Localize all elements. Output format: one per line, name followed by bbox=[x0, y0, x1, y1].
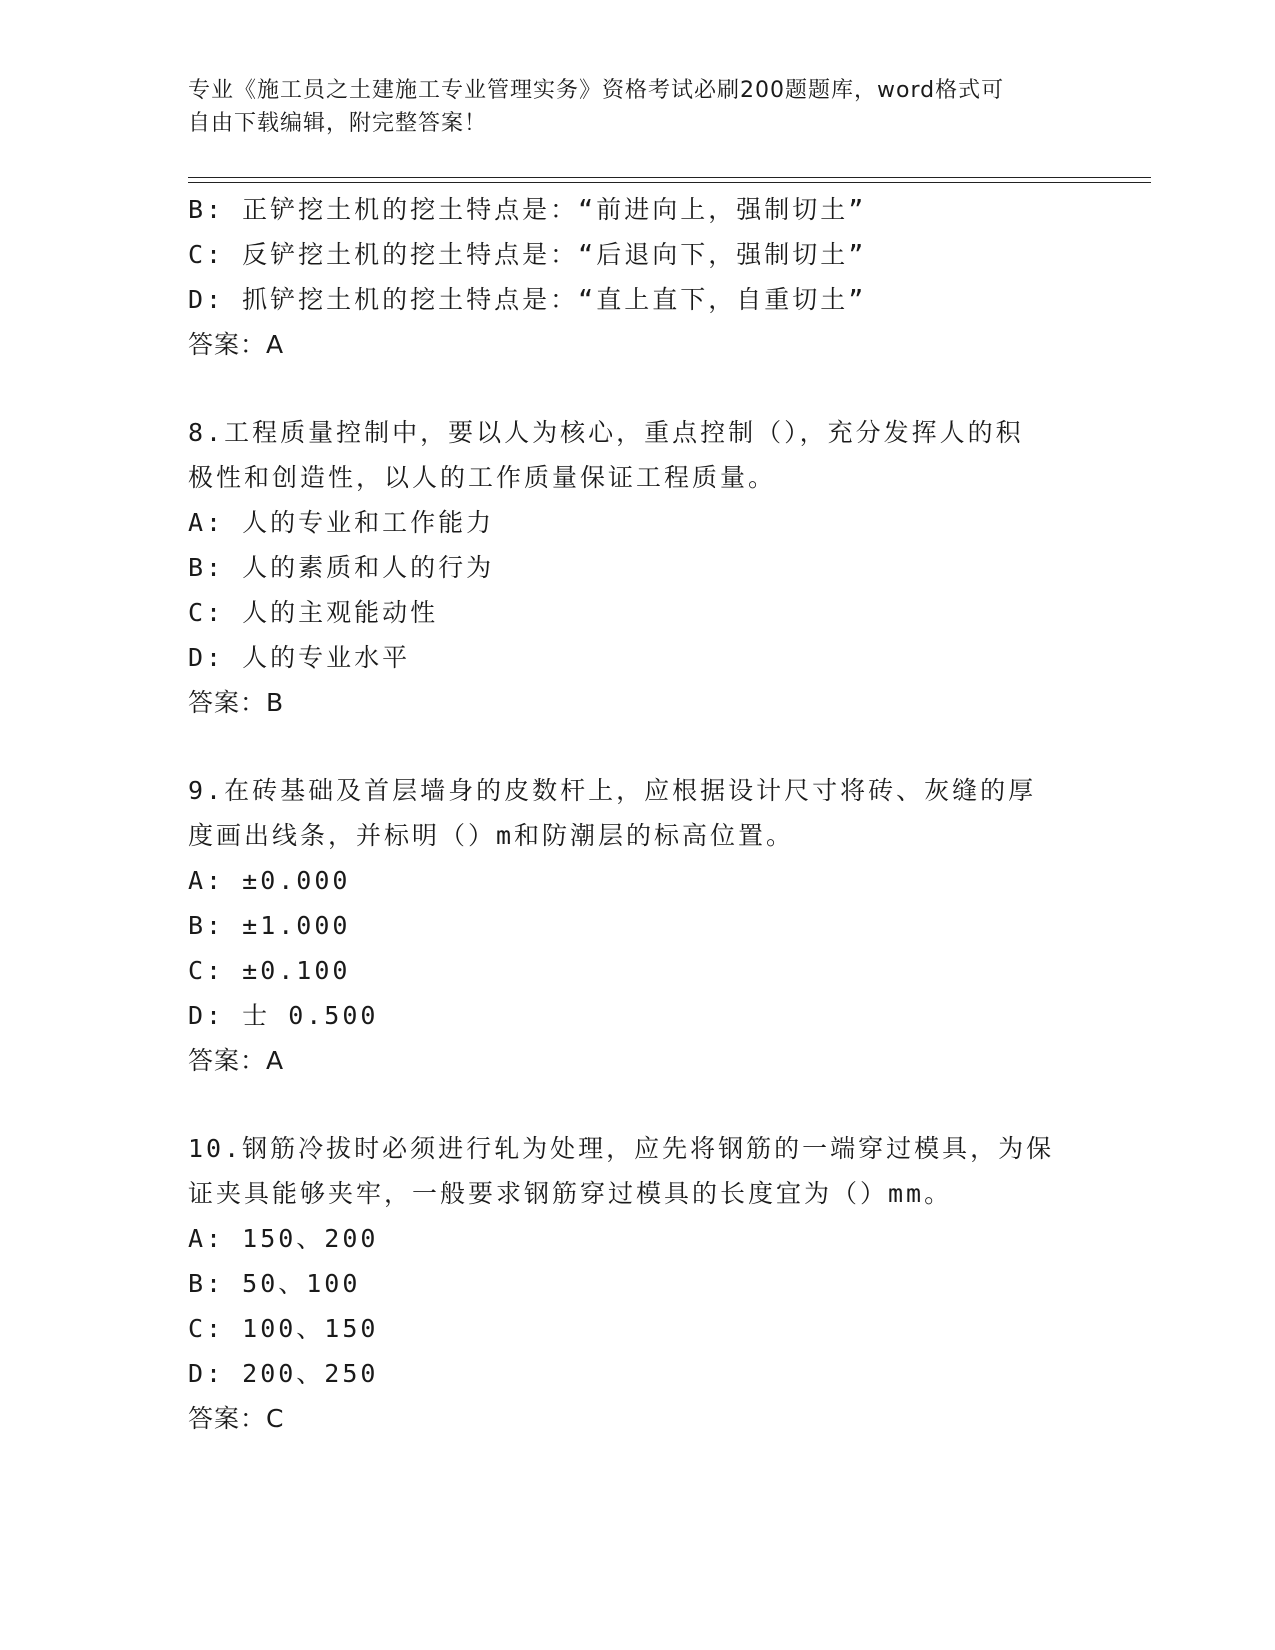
q10-option-a: A: 150、200 bbox=[188, 1224, 379, 1253]
q7-option-b: B: 正铲挖土机的挖土特点是：“前进向上，强制切土” bbox=[188, 195, 867, 224]
q9-option-c: C: ±0.100 bbox=[188, 956, 351, 985]
q8-option-c: C: 人的主观能动性 bbox=[188, 598, 439, 627]
q8-option-b: B: 人的素质和人的行为 bbox=[188, 553, 495, 582]
document-header bbox=[188, 74, 1068, 140]
q10-stem-line-1: 10.钢筋冷拔时必须进行轧为处理，应先将钢筋的一端穿过模具，为保 bbox=[188, 1134, 1055, 1163]
q8-option-d: D: 人的专业水平 bbox=[188, 643, 411, 672]
q9-stem-line-2: 度画出线条，并标明（）m和防潮层的标高位置。 bbox=[188, 821, 795, 850]
q9-option-d: D: 士 0.500 bbox=[188, 1001, 379, 1030]
q8-stem-line-1: 8.工程质量控制中，要以人为核心，重点控制（），充分发挥人的积 bbox=[188, 418, 1024, 447]
q10-option-d: D: 200、250 bbox=[188, 1359, 379, 1388]
q7-option-d: D: 抓铲挖土机的挖土特点是：“直上直下，自重切土” bbox=[188, 285, 867, 314]
q10-stem-line-2: 证夹具能够夹牢，一般要求钢筋穿过模具的长度宜为（）mm。 bbox=[188, 1179, 953, 1208]
q9-answer: 答案：A bbox=[188, 1046, 285, 1075]
header-divider-top bbox=[188, 177, 1151, 178]
q8-stem-line-2: 极性和创造性，以人的工作质量保证工程质量。 bbox=[188, 463, 777, 492]
q10-option-c: C: 100、150 bbox=[188, 1314, 379, 1343]
q10-option-b: B: 50、100 bbox=[188, 1269, 361, 1298]
q8-answer: 答案：B bbox=[188, 688, 285, 717]
q9-option-a: A: ±0.000 bbox=[188, 866, 351, 895]
header-title-line-1: 专业《施工员之土建施工专业管理实务》资格考试必刷200题题库，word格式可 bbox=[188, 78, 1005, 103]
q9-stem-line-1: 9.在砖基础及首层墙身的皮数杆上，应根据设计尺寸将砖、灰缝的厚 bbox=[188, 776, 1037, 805]
q7-option-c: C: 反铲挖土机的挖土特点是：“后退向下，强制切土” bbox=[188, 240, 867, 269]
header-title-line-2: 自由下载编辑，附完整答案！ bbox=[188, 111, 488, 136]
q8-option-a: A: 人的专业和工作能力 bbox=[188, 508, 495, 537]
header-divider-bottom bbox=[188, 182, 1151, 183]
q7-answer: 答案：A bbox=[188, 330, 285, 359]
q10-answer: 答案：C bbox=[188, 1404, 285, 1433]
q9-option-b: B: ±1.000 bbox=[188, 911, 351, 940]
